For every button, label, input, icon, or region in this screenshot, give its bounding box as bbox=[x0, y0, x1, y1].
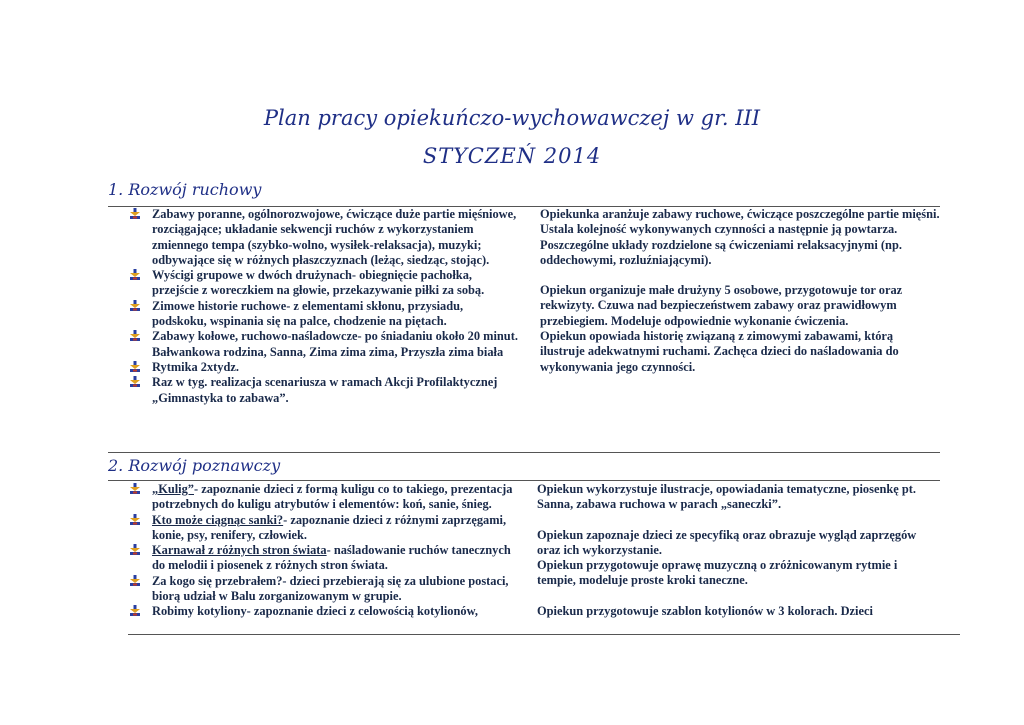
section-divider bbox=[108, 452, 940, 453]
decorative-arrow-bullet-icon bbox=[130, 361, 140, 372]
decorative-arrow-bullet-icon bbox=[130, 208, 140, 219]
decorative-arrow-bullet-icon bbox=[130, 376, 140, 387]
list-item: Robimy kotyliony- zapoznanie dzieci z celowością kotylionów, bbox=[128, 604, 520, 619]
teacher-role-paragraph: Opiekun wykorzystuje ilustracje, opowiadania tematyczne, piosenkę pt. Sanna, zabawa ruchowa w parach „saneczki”. bbox=[537, 482, 916, 512]
page-title: Plan pracy opiekuńczo-wychowawczej w gr. III bbox=[263, 106, 761, 130]
list-item: Zimowe historie ruchowe- z elementami skłonu, przysiadu, podskoku, wspinania się na palce, chodzenie na piętach. bbox=[128, 299, 520, 330]
list-item: Rytmika 2xtydz. bbox=[128, 360, 520, 375]
list-item: Raz w tyg. realizacja scenariusza w ramach Akcji Profilaktycznej „Gimnastyka to zabawa”. bbox=[128, 375, 520, 406]
section2-teacher-role bbox=[537, 482, 937, 619]
section1-teacher-role bbox=[540, 207, 940, 375]
teacher-role-paragraph: Opiekunka aranżuje zabawy ruchowe, ćwiczące poszczególne partie mięśni. Ustala kolejność wykonywanych czynności a następnie ją powtarza. Poszczególne układy rozdzielone są ćwiczeniami relaksacyjnymi (np. oddechowymi, rozluźniającymi). bbox=[540, 207, 940, 267]
section-heading-cognitive: 2. Rozwój poznawczy bbox=[108, 456, 281, 475]
list-item: „Kulig”- zapoznanie dzieci z formą kuligu co to takiego, prezentacja potrzebnych do kuligu atrybutów i elementów: koń, sanie, śnieg. bbox=[128, 482, 520, 513]
teacher-role-paragraph: Opiekun opowiada historię związaną z zimowymi zabawami, którą ilustruje adekwatnymi ruchami. Zachęca dzieci do naśladowania do wykonywania jego czynności. bbox=[540, 329, 899, 374]
list-item: Karnawał z różnych stron świata- naśladowanie ruchów tanecznych do melodii i piosenek z różnych stron świata. bbox=[128, 543, 520, 574]
decorative-arrow-bullet-icon bbox=[130, 483, 140, 494]
teacher-role-paragraph: Opiekun organizuje małe drużyny 5 osobowe, przygotowuje tor oraz rekwizyty. Czuwa nad bezpieczeństwem zabawy oraz prawidłowym przebiegiem. Modeluje odpowiednie wykonanie ćwiczenia. bbox=[540, 283, 903, 328]
teacher-role-paragraph: Opiekun zapoznaje dzieci ze specyfiką oraz obrazuje wygląd zaprzęgów oraz ich wykorzystanie. bbox=[537, 527, 917, 557]
teacher-role-paragraph: Opiekun przygotowuje oprawę muzyczną o zróżnicowanym rytmie i tempie, modeluje proste kroki taneczne. bbox=[537, 558, 898, 588]
decorative-arrow-bullet-icon bbox=[130, 269, 140, 280]
section2-activities-list bbox=[128, 482, 520, 620]
section1-activities-list bbox=[128, 207, 520, 406]
decorative-arrow-bullet-icon bbox=[130, 575, 140, 586]
decorative-arrow-bullet-icon bbox=[130, 330, 140, 341]
list-item: Wyścigi grupowe w dwóch drużynach- obiegnięcie pachołka, przejście z woreczkiem na głowie, przekazywanie piłki za sobą. bbox=[128, 268, 520, 299]
decorative-arrow-bullet-icon bbox=[130, 605, 140, 616]
list-item: Kto może ciągnąc sanki?- zapoznanie dzieci z różnymi zaprzęgami, konie, psy, renifery, człowiek. bbox=[128, 513, 520, 544]
list-item: Zabawy poranne, ogólnorozwojowe, ćwiczące duże partie mięśniowe, rozciągające; układanie sekwencji ruchów z wykorzystaniem zmiennego tempa (szybko-wolno, wysiłek-relaksacja), muzyki; odbywające się w różnych płaszczyznach (leżąc, siedząc, stojąc). bbox=[128, 207, 520, 268]
section-heading-motor: 1. Rozwój ruchowy bbox=[108, 180, 262, 199]
section-divider bbox=[108, 480, 940, 481]
decorative-arrow-bullet-icon bbox=[130, 514, 140, 525]
list-item: Zabawy kołowe, ruchowo-naśladowcze- po śniadaniu około 20 minut. Bałwankowa rodzina, Sanna, Zima zima zima, Przyszła zima biała bbox=[128, 329, 520, 360]
section-divider bbox=[128, 634, 960, 635]
teacher-role-paragraph: Opiekun przygotowuje szablon kotylionów w 3 kolorach. Dzieci bbox=[537, 603, 873, 618]
decorative-arrow-bullet-icon bbox=[130, 544, 140, 555]
decorative-arrow-bullet-icon bbox=[130, 300, 140, 311]
page-subtitle-month: STYCZEŃ 2014 bbox=[422, 144, 602, 168]
list-item: Za kogo się przebrałem?- dzieci przebierają się za ulubione postaci, biorą udział w Balu zorganizowanym w grupie. bbox=[128, 574, 520, 605]
